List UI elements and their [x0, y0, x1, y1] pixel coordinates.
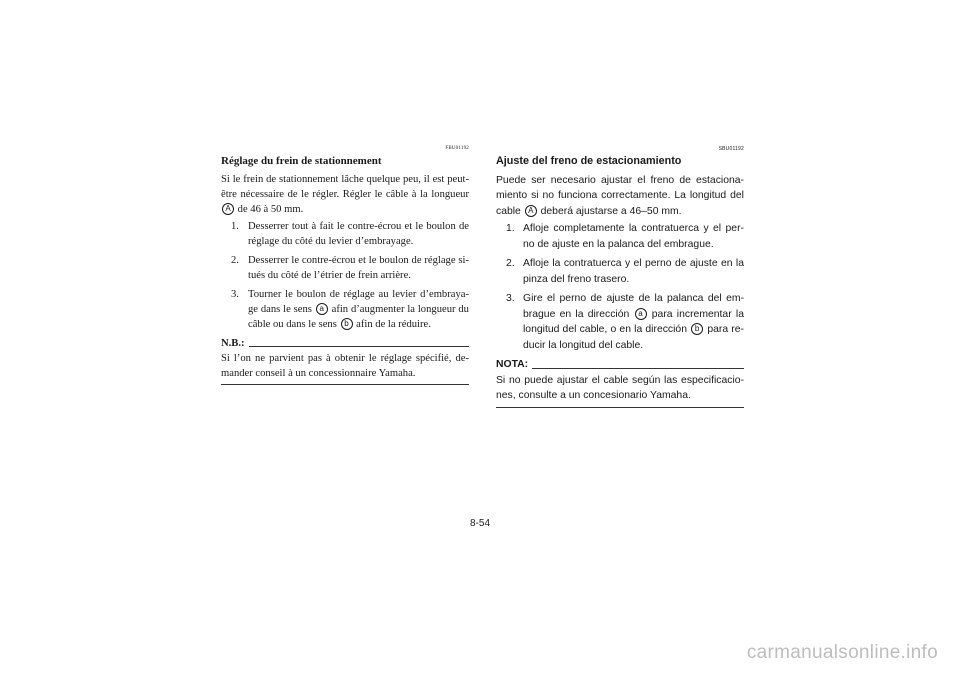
step-2: 2. Afloje la contratuerca y el perno de ajuste en la pinza del freno trasero.	[506, 258, 744, 285]
spanish-column	[496, 146, 744, 408]
note-header	[221, 336, 469, 351]
steps-list	[496, 221, 744, 353]
section-code: SBU01192	[718, 146, 744, 152]
step-3: 3. Gire el perno de ajuste de la palanca del em-brague en la dirección a para incrementar la longitud del cable, o en la dirección b para re-ducir la longitud del cable.	[506, 293, 744, 351]
steps-list	[221, 219, 469, 332]
step-1: 1. Afloje completamente la contratuerca y el per-no de ajuste en la palanca del embrague.	[506, 223, 744, 250]
section-code: FBU01192	[445, 146, 469, 151]
circled-letter-a: a	[316, 303, 328, 315]
note-divider	[249, 346, 469, 347]
step-3: 3. Tourner le boulon de réglage au levier d’embraya-ge dans le sens a afin d’augmenter la longueur du câble ou dans le sens b afin de la réduire.	[231, 289, 469, 330]
page-number: 8-54	[470, 518, 491, 529]
section-title: Réglage du frein de stationnement	[221, 155, 382, 167]
step-1: 1. Desserrer tout à fait le contre-écrou et le boulon de réglage du côté du levier d’embrayage.	[231, 221, 469, 247]
note-text: Si l’on ne parvient pas à obtenir le réglage spécifié, de-mander conseil à un concessionnaire Yamaha.	[221, 351, 469, 385]
watermark: carmanualsonline.info	[746, 642, 938, 663]
section-title: Ajuste del freno de estacionamiento	[496, 155, 682, 167]
step-2: 2. Desserrer le contre-écrou et le boulon de réglage si-tués du côté de l’étrier de frein arrière.	[231, 255, 469, 281]
note-label: NOTA:	[496, 359, 529, 370]
circled-letter-A: A	[525, 205, 537, 217]
french-column	[221, 146, 469, 385]
note-divider	[532, 368, 744, 369]
circled-letter-A: A	[222, 203, 234, 215]
circled-letter-a: a	[635, 308, 647, 320]
note-text: Si no puede ajustar el cable según las especificacio-nes, consulte a un concesionario Yamaha.	[496, 373, 744, 408]
intro-paragraph: Si le frein de stationnement lâche quelque peu, il est peut-être nécessaire de le régler. Régler le câble à la longueur A de 46 à 50 mm.	[221, 174, 469, 215]
note-header	[496, 357, 744, 373]
intro-paragraph: Puede ser necesario ajustar el freno de estaciona-miento si no funciona correctamente. La longitud del cable A deberá ajustarse a 46–50 mm.	[496, 174, 744, 217]
note-label: N.B.:	[221, 338, 245, 349]
circled-letter-b: b	[691, 323, 703, 335]
circled-letter-b: b	[341, 318, 353, 330]
